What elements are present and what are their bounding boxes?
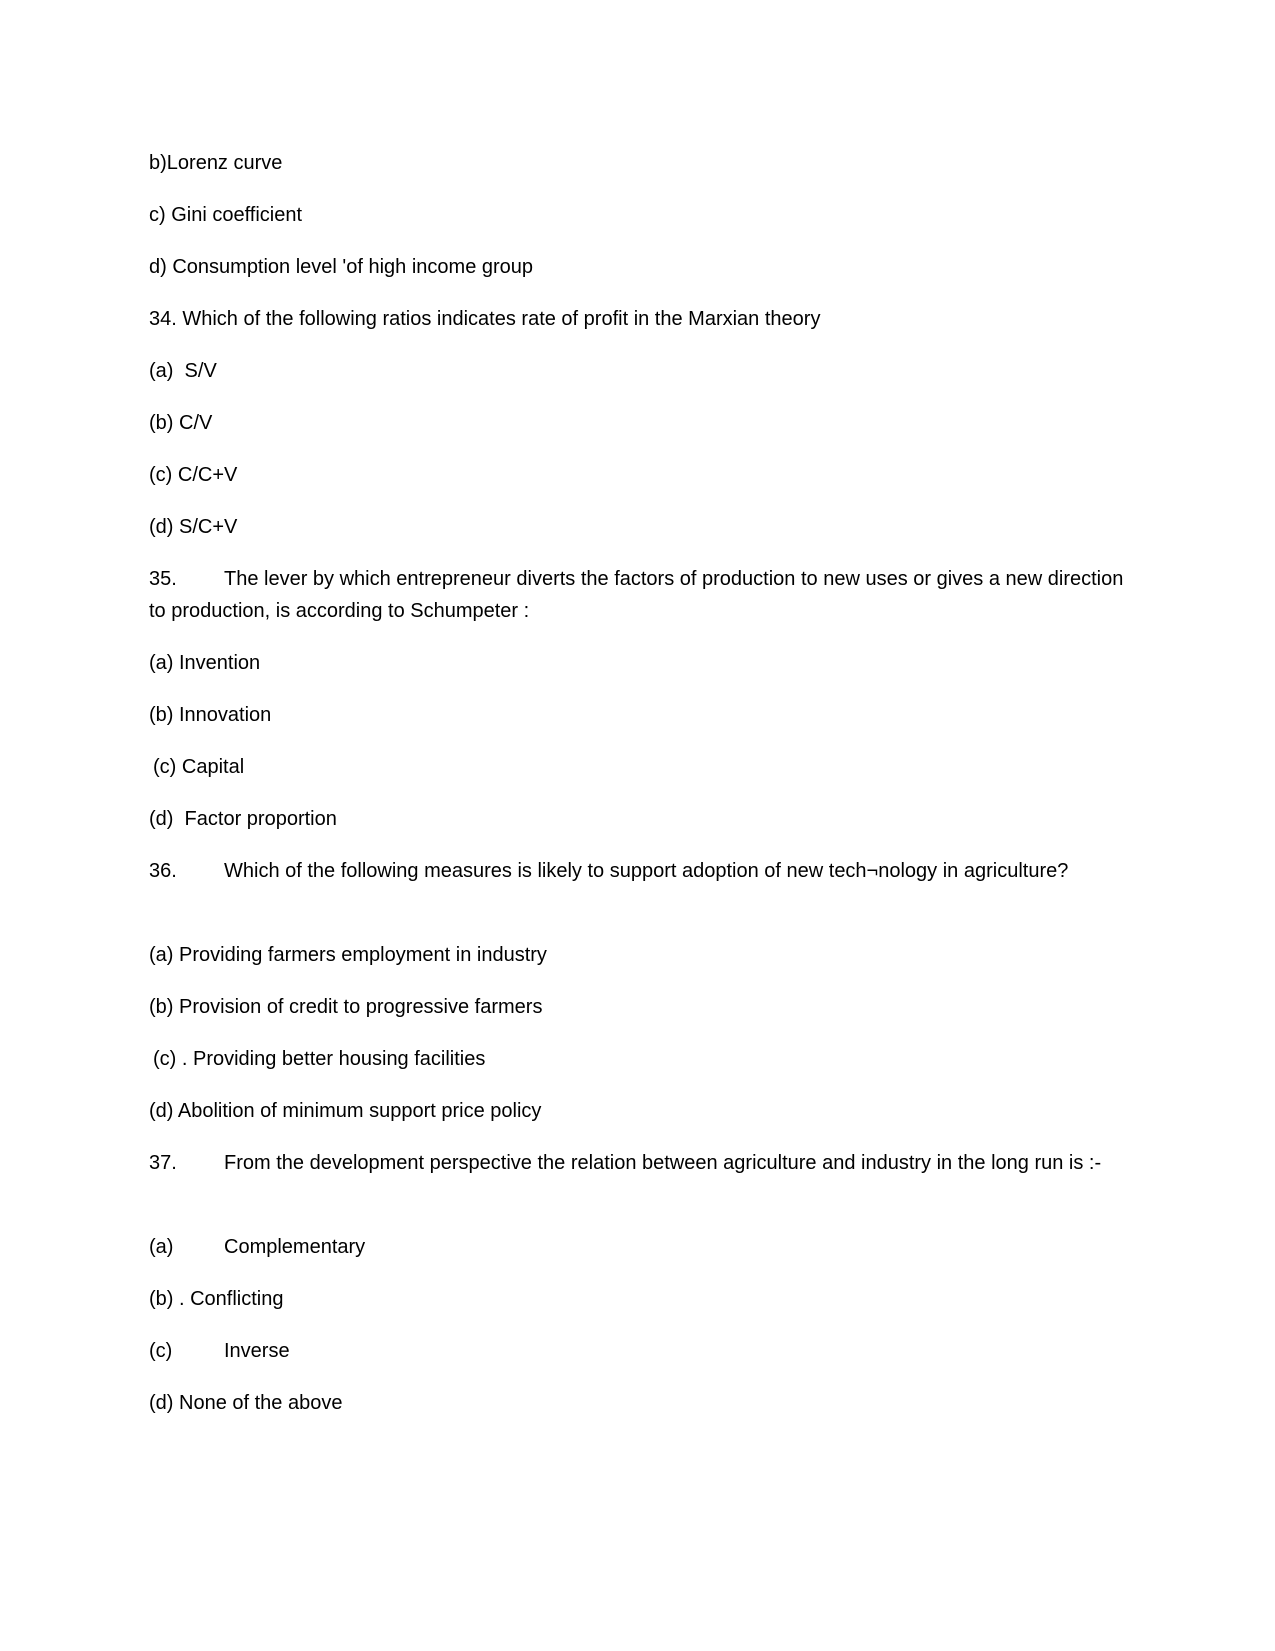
question-37-option-a [149,1231,365,1263]
question-37-option-b: (b) . Conflicting [149,1288,284,1310]
question-35-text: The lever by which entrepreneur diverts the factors of production to new uses or gives a new direction to production, is according to Schumpeter : [149,568,1124,622]
question-34: 34. Which of the following ratios indicates rate of profit in the Marxian theory [149,308,821,330]
question-34-option-b: (b) C/V [149,412,213,434]
question-36-text: Which of the following measures is likely to support adoption of new tech¬nology in agriculture? [224,860,1069,882]
question-36-number: 36. [149,860,177,882]
question-37-text: From the development perspective the relation between agriculture and industry in the long run is :- [224,1152,1102,1174]
question-36-option-a: (a) Providing farmers employment in industry [149,944,547,966]
question-34-option-d: (d) S/C+V [149,516,238,538]
question-35-option-c: (c) Capital [153,756,245,778]
question-36-option-d: (d) Abolition of minimum support price policy [149,1100,542,1122]
question-36-option-b: (b) Provision of credit to progressive farmers [149,996,543,1018]
question-37 [149,1147,1129,1179]
question-37-option-c-text: Inverse [224,1340,290,1362]
question-36-option-c: (c) . Providing better housing facilities [153,1048,486,1070]
question-35 [149,563,1129,627]
question-37-option-c [149,1335,290,1367]
option-d-consumption-level: d) Consumption level 'of high income group [149,256,534,278]
question-37-number: 37. [149,1152,177,1174]
question-37-option-c-label: (c) [149,1340,173,1362]
option-b-lorenz-curve: b)Lorenz curve [149,152,283,174]
question-35-option-a: (a) Invention [149,652,261,674]
question-36 [149,855,1129,887]
question-37-option-a-text: Complementary [224,1236,366,1258]
option-c-gini-coefficient: c) Gini coefficient [149,204,303,226]
question-34-option-a: (a) S/V [149,360,217,382]
question-35-number: 35. [149,568,177,590]
question-37-option-d: (d) None of the above [149,1392,343,1414]
question-34-option-c: (c) C/C+V [149,464,238,486]
question-35-option-d: (d) Factor proportion [149,808,337,830]
question-35-option-b: (b) Innovation [149,704,272,726]
question-37-option-a-label: (a) [149,1236,174,1258]
